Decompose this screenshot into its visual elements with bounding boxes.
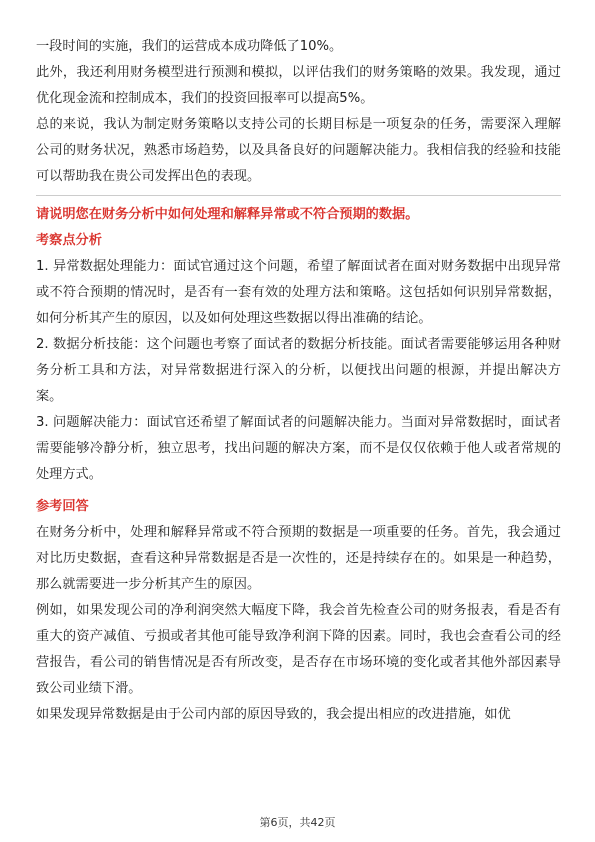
answer-paragraph: 例如，如果发现公司的净利润突然大幅度下降，我会首先检查公司的财务报表，看是否有重大的资产减值、亏损或者其他可能导致净利润下降的因素。同时，我也会查看公司的经营报告，看公司的销售情况是否有所改变，是否存在市场环境的变化或者其他外部因素导致公司业绩下滑。 <box>36 603 561 696</box>
intro-paragraph: 总的来说，我认为制定财务策略以支持公司的长期目标是一项复杂的任务，需要深入理解公司的财务状况，熟悉市场趋势，以及具备良好的问题解决能力。我相信我的经验和技能可以帮助我在贵公司发挥出色的表现。 <box>36 117 561 184</box>
answer-paragraph: 在财务分析中，处理和解释异常或不符合预期的数据是一项重要的任务。首先，我会通过对比历史数据，查看这种异常数据是否是一次性的，还是持续存在的。如果是一种趋势，那么就需要进一步分析其产生的原因。 <box>36 525 561 592</box>
analysis-item: 2. 数据分析技能：这个问题也考察了面试者的数据分析技能。面试者需要能够运用各种财务分析工具和方法，对异常数据进行深入的分析，以便找出问题的根源，并提出解决方案。 <box>36 337 561 404</box>
analysis-item: 3. 问题解决能力：面试官还希望了解面试者的问题解决能力。当面对异常数据时，面试者需要能够冷静分析，独立思考，找出问题的解决方案，而不是仅仅依赖于他人或者常规的处理方式。 <box>36 415 561 482</box>
answer-paragraph: 如果发现异常数据是由于公司内部的原因导致的，我会提出相应的改进措施，如优 <box>36 707 511 722</box>
analysis-heading: 考察点分析 <box>36 233 102 248</box>
section-divider <box>36 195 561 196</box>
intro-paragraph: 一段时间的实施，我们的运营成本成功降低了10%。 <box>36 39 343 54</box>
answer-heading: 参考回答 <box>36 499 89 514</box>
page-content <box>36 34 561 728</box>
analysis-item: 1. 异常数据处理能力：面试官通过这个问题，希望了解面试者在面对财务数据中出现异常或不符合预期的情况时，是否有一套有效的处理方法和策略。这包括如何识别异常数据，如何分析其产生的原因，以及如何处理这些数据以得出准确的结论。 <box>36 259 561 326</box>
page-number: 第6页，共42页 <box>259 816 336 829</box>
intro-paragraph: 此外，我还利用财务模型进行预测和模拟，以评估我们的财务策略的效果。我发现，通过优化现金流和控制成本，我们的投资回报率可以提高5%。 <box>36 65 561 106</box>
question-title: 请说明您在财务分析中如何处理和解释异常或不符合预期的数据。 <box>36 207 419 222</box>
